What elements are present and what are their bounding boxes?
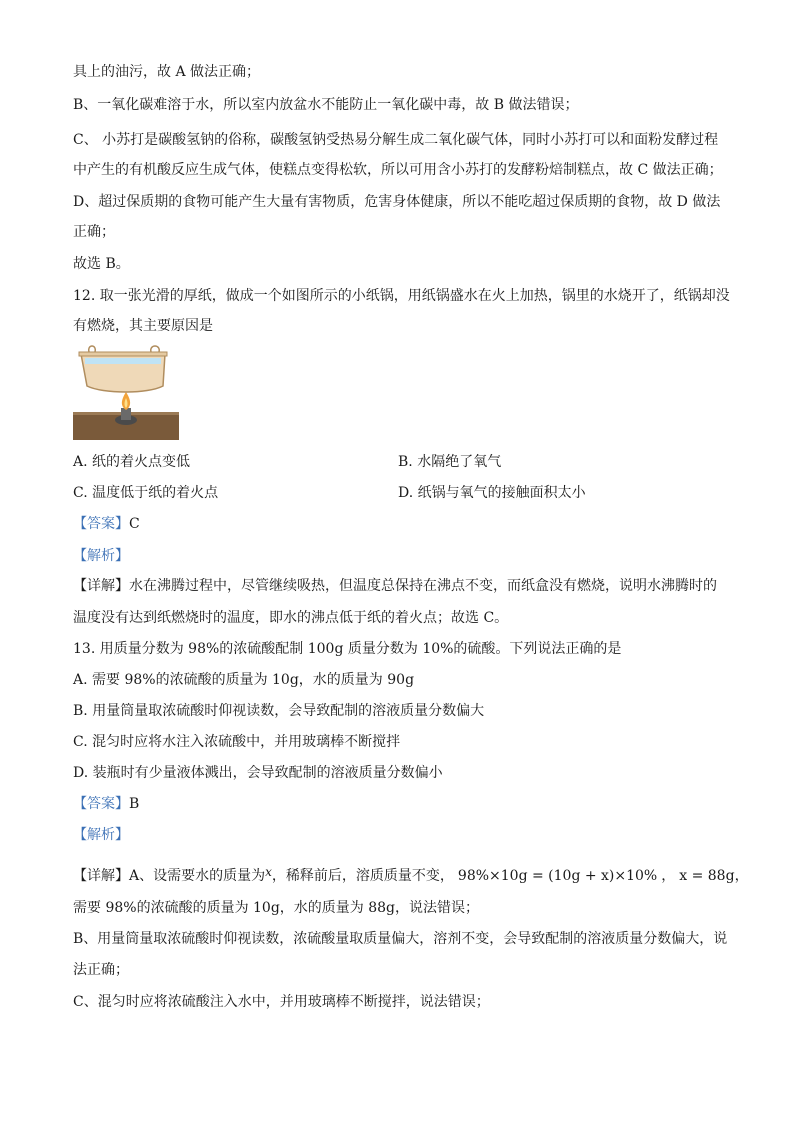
q12-stem-line1: 12. 取一张光滑的厚纸，做成一个如图所示的小纸锅，用纸锅盛水在火上加热，锅里的水烧开了，纸锅却没 bbox=[73, 288, 730, 304]
q11-option-c-explanation-line2: 中产生的有机酸反应生成气体，使糕点变得松软，所以可用含小苏打的发酵粉焙制糕点，故 C 做法正确； bbox=[73, 162, 723, 178]
equation-dilution: 98%×10g = (10g + x)×10% bbox=[457, 868, 658, 884]
detail-tag: 【详解】 bbox=[73, 578, 129, 594]
q12-analysis-heading bbox=[73, 546, 129, 566]
q13-detail-a-line2: 需要 98%的浓硫酸的质量为 10g，水的质量为 88g，说法错误； bbox=[73, 900, 480, 916]
q12-stem-line2: 有燃烧，其主要原因是 bbox=[73, 318, 213, 334]
analysis-tag: 【解析】 bbox=[73, 827, 129, 843]
analysis-tag: 【解析】 bbox=[73, 548, 129, 564]
q11-conclusion: 故选 B。 bbox=[73, 256, 130, 272]
q11-option-d-explanation-line1: D、超过保质期的食物可能产生大量有害物质，危害身体健康，所以不能吃超过保质期的食物，故 D 做法 bbox=[73, 194, 721, 210]
q13-stem: 13. 用质量分数为 98%的浓硫酸配制 100g 质量分数为 10%的硫酸。下列说法正确的是 bbox=[73, 641, 622, 657]
q13-detail-b-line2: 法正确； bbox=[73, 962, 129, 978]
answer-tag: 【答案】 bbox=[73, 796, 129, 812]
q13-option-a: A. 需要 98%的浓硫酸的质量为 10g，水的质量为 90g bbox=[73, 672, 415, 688]
q11-option-d-explanation-line2: 正确； bbox=[73, 224, 115, 240]
math-variable-x: x bbox=[265, 865, 272, 879]
q12-option-a: A. 纸的着火点变低 bbox=[73, 454, 191, 470]
detail-tag: 【详解】 bbox=[73, 868, 129, 884]
q13-option-b: B. 用量筒量取浓硫酸时仰视读数，会导致配制的溶液质量分数偏大 bbox=[73, 703, 485, 719]
q13-detail-c: C、混匀时应将浓硫酸注入水中，并用玻璃棒不断搅拌，说法错误； bbox=[73, 994, 490, 1010]
answer-tag: 【答案】 bbox=[73, 516, 129, 532]
q11-option-b-explanation: B、一氧化碳难溶于水，所以室内放盆水不能防止一氧化碳中毒，故 B 做法错误； bbox=[73, 97, 579, 113]
q13-analysis-heading bbox=[73, 825, 129, 845]
paper-pot-figure bbox=[73, 342, 179, 440]
q12-option-d: D. 纸锅与氧气的接触面积太小 bbox=[398, 485, 586, 501]
q13-answer bbox=[73, 794, 139, 814]
q11-option-c-explanation-line1: C、 小苏打是碳酸氢钠的俗称，碳酸氢钠受热易分解生成二氧化碳气体，同时小苏打可以和面粉发酵过程 bbox=[73, 132, 719, 148]
equation-result: x = 88g bbox=[679, 868, 735, 884]
q12-detail-line1: 【详解】水在沸腾过程中，尽管继续吸热，但温度总保持在沸点不变，而纸盒没有燃烧，说明水沸腾时的 bbox=[73, 578, 717, 594]
q13-detail-b-line1: B、用量筒量取浓硫酸时仰视读数，浓硫酸量取质量偏大，溶剂不变，会导致配制的溶液质量分数偏大，说 bbox=[73, 931, 728, 947]
q13-detail-a-line1: 【详解】A、设需要水的质量为x，稀释前后，溶质质量不变， 98%×10g = (10g + x)×10% ， x = 88g， bbox=[73, 865, 749, 884]
q13-option-c: C. 混匀时应将水注入浓硫酸中，并用玻璃棒不断搅拌 bbox=[73, 734, 401, 750]
q13-option-d: D. 装瓶时有少量液体溅出，会导致配制的溶液质量分数偏小 bbox=[73, 765, 443, 781]
q12-detail-line2: 温度没有达到纸燃烧时的温度，即水的沸点低于纸的着火点；故选 C。 bbox=[73, 610, 509, 626]
water bbox=[85, 358, 161, 364]
answer-value: B bbox=[129, 796, 140, 812]
q11-continuation: 具上的油污，故 A 做法正确； bbox=[73, 64, 261, 80]
q12-option-b: B. 水隔绝了氧气 bbox=[398, 454, 502, 470]
answer-value: C bbox=[129, 516, 140, 532]
q12-option-c: C. 温度低于纸的着火点 bbox=[73, 485, 219, 501]
q12-answer bbox=[73, 514, 140, 534]
